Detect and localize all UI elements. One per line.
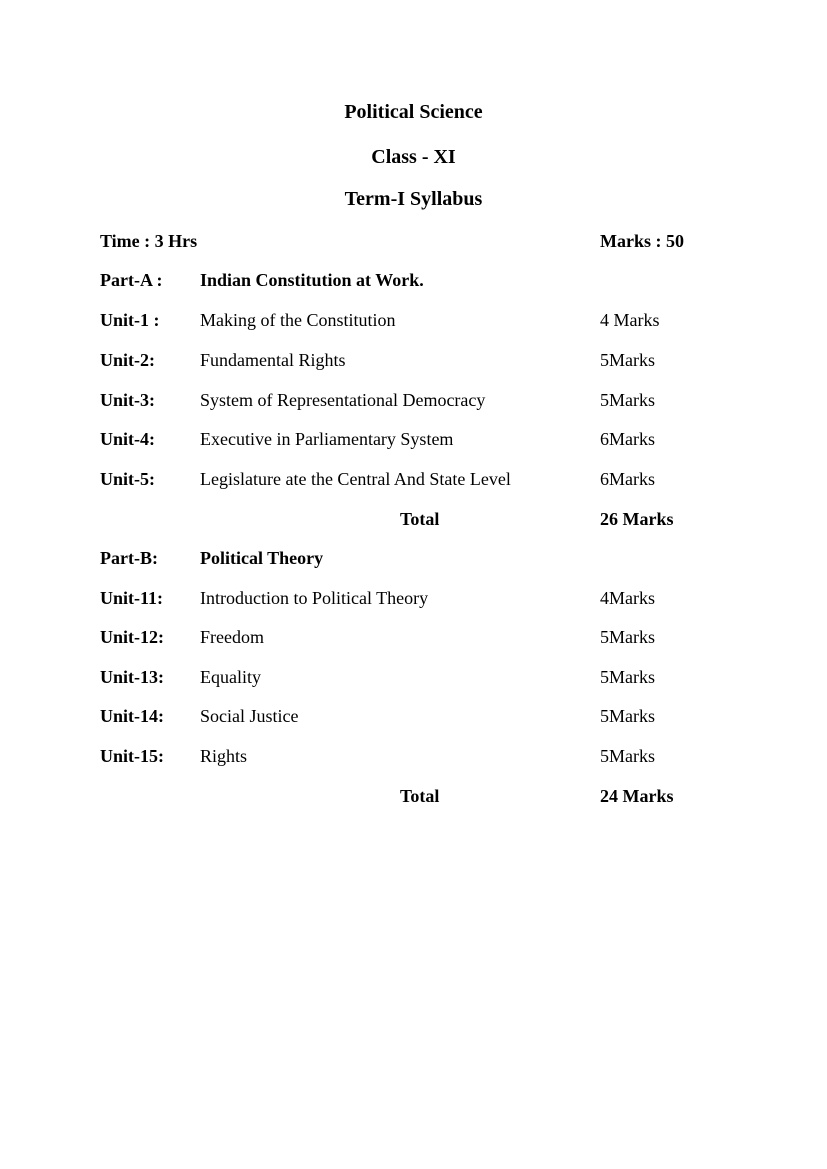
unit-marks: 5Marks (600, 627, 655, 647)
unit-row (0, 388, 827, 412)
unit-title: Introduction to Political Theory (200, 588, 429, 608)
unit-title: System of Representational Democracy (200, 390, 486, 410)
unit-label: Unit-11: (100, 588, 163, 608)
unit-marks: 5Marks (600, 746, 655, 766)
total-label: Total (400, 509, 440, 529)
unit-label: Unit-13: (100, 667, 164, 687)
unit-label: Unit-2: (100, 350, 155, 370)
unit-title: Equality (200, 667, 261, 687)
unit-title: Making of the Constitution (200, 310, 396, 330)
total-marks: 26 Marks (600, 509, 674, 529)
unit-title: Freedom (200, 627, 264, 647)
unit-row (0, 586, 827, 610)
unit-title: Rights (200, 746, 248, 766)
part-b-heading (0, 546, 827, 570)
unit-label: Unit-15: (100, 746, 164, 766)
part-title: Indian Constitution at Work. (200, 270, 424, 290)
unit-marks: 6Marks (600, 429, 655, 449)
time-label: Time : 3 Hrs (100, 231, 198, 251)
unit-title: Fundamental Rights (200, 350, 346, 370)
unit-marks: 5Marks (600, 706, 655, 726)
part-a-heading (0, 268, 827, 292)
class-title: Class - XI (371, 146, 456, 168)
unit-row (0, 348, 827, 372)
total-marks: 24 Marks (600, 786, 674, 806)
unit-row (0, 744, 827, 768)
unit-row (0, 625, 827, 649)
unit-marks: 6Marks (600, 469, 655, 489)
unit-marks: 4 Marks (600, 310, 660, 330)
unit-marks: 5Marks (600, 390, 655, 410)
unit-row (0, 427, 827, 451)
subject-title: Political Science (344, 101, 483, 123)
unit-label: Unit-1 : (100, 310, 160, 330)
unit-title: Legislature ate the Central And State Level (200, 469, 511, 489)
part-label: Part-B: (100, 548, 158, 568)
part-a-total-row (0, 507, 827, 531)
unit-row (0, 704, 827, 728)
unit-label: Unit-14: (100, 706, 164, 726)
unit-row (0, 467, 827, 491)
unit-label: Unit-5: (100, 469, 155, 489)
unit-row (0, 665, 827, 689)
unit-label: Unit-4: (100, 429, 155, 449)
part-title: Political Theory (200, 548, 324, 568)
unit-label: Unit-3: (100, 390, 155, 410)
max-marks-label: Marks : 50 (600, 231, 684, 251)
syllabus-title: Term-I Syllabus (344, 188, 483, 210)
unit-title: Executive in Parliamentary System (200, 429, 454, 449)
part-label: Part-A : (100, 270, 163, 290)
total-label: Total (400, 786, 440, 806)
unit-label: Unit-12: (100, 627, 164, 647)
meta-row (0, 229, 827, 253)
unit-marks: 5Marks (600, 667, 655, 687)
unit-row (0, 308, 827, 332)
unit-marks: 5Marks (600, 350, 655, 370)
unit-marks: 4Marks (600, 588, 655, 608)
part-b-total-row (0, 784, 827, 808)
unit-title: Social Justice (200, 706, 299, 726)
